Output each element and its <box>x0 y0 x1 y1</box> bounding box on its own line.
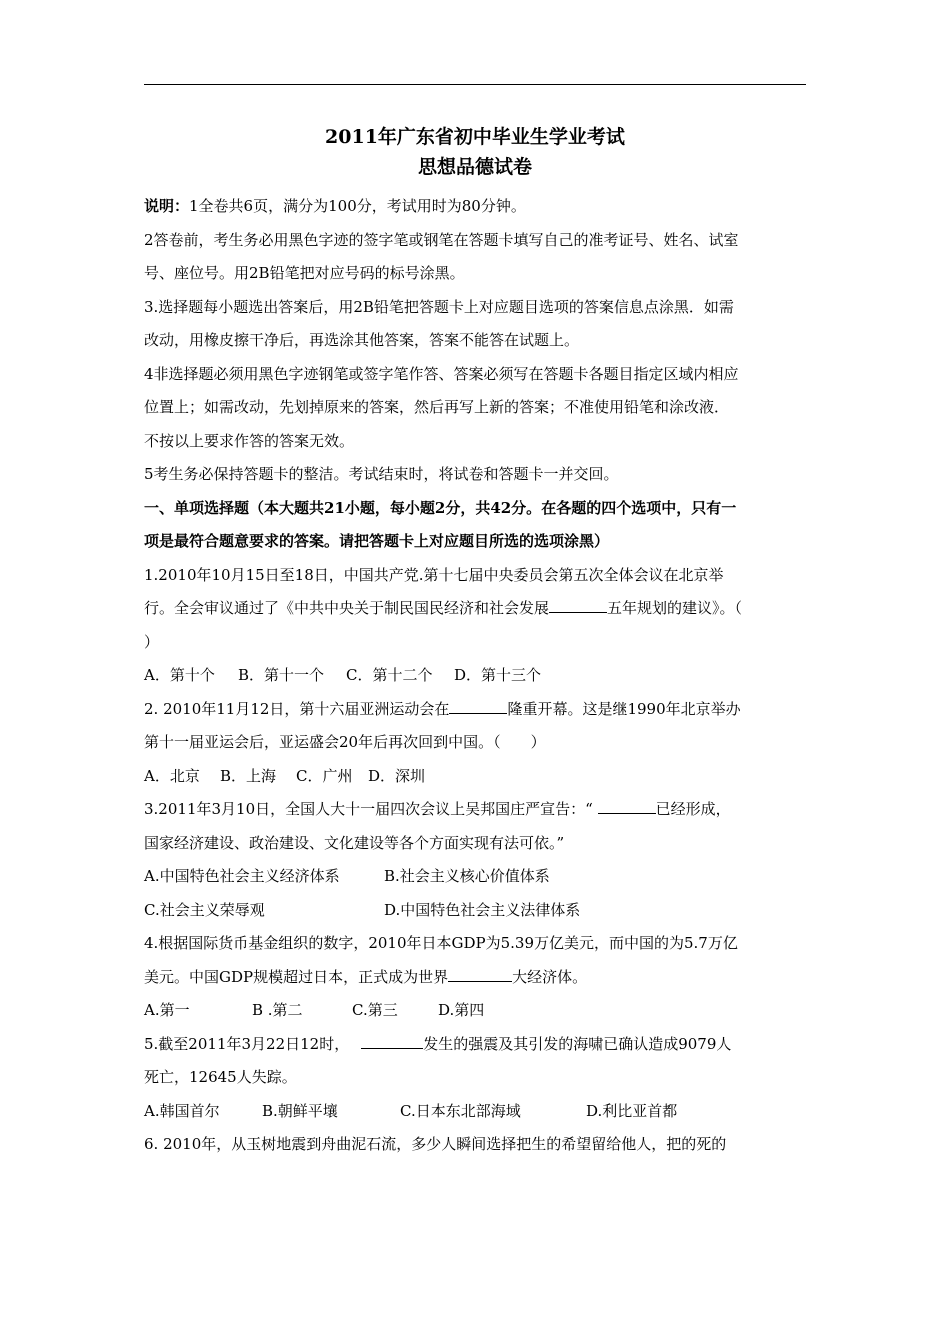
section-heading-line: 一、单项选择题（本大题共21小题，每小题2分，共42分。在各题的四个选项中，只有一 <box>144 498 737 517</box>
question-1 <box>144 559 806 693</box>
option-b: B.朝鲜平壤 <box>262 1101 338 1120</box>
question-text: 6. 2010年，从玉树地震到舟曲泥石流，多少人瞬间选择把生的希望留给他人，把的死的 <box>144 1135 727 1153</box>
question-text: 1.2010年10月15日至18日，中国共产党.第十七届中央委员会第五次全体会议在北京举 <box>144 565 724 584</box>
question-3 <box>144 793 806 927</box>
instruction-line: 位置上；如需改动，先划掉原来的答案，然后再写上新的答案；不准使用铅笔和涂改液． <box>144 398 730 416</box>
answer-blank <box>361 1034 423 1049</box>
option-c: C．第十二个 <box>346 666 433 684</box>
question-options <box>144 1095 806 1129</box>
option-a: A．第十个 <box>144 666 215 684</box>
question-4 <box>144 927 806 1028</box>
question-options <box>144 894 806 928</box>
option-c: C.日本东北部海域 <box>400 1101 521 1120</box>
question-5 <box>144 1028 806 1129</box>
header-rule <box>144 84 806 85</box>
instruction-line: 2答卷前，考生务必用黑色字迹的签字笔或钢笔在答题卡填写自己的准考证号、姓名、试室 <box>144 230 739 249</box>
question-text: 死亡，12645人失踪。 <box>144 1068 297 1086</box>
question-options <box>144 860 806 894</box>
option-b: B．第十一个 <box>238 666 325 684</box>
question-text: ） <box>144 632 160 651</box>
instruction-line: 改动，用橡皮擦干净后，再选涂其他答案，答案不能答在试题上。 <box>144 331 580 349</box>
question-options <box>144 659 806 693</box>
question-2 <box>144 693 806 794</box>
question-text: 2. 2010年11月12日，第十六届亚洲运动会在 隆重开幕。这是继1990年北京举办 <box>144 699 741 718</box>
answer-blank <box>448 967 512 982</box>
page-content <box>144 122 806 1162</box>
instruction-line: 不按以上要求作答的答案无效。 <box>144 431 355 450</box>
answer-blank <box>598 799 656 814</box>
question-text: 3.2011年3月10日，全国人大十一届四次会议上吴邦国庄严宣告：“ 已经形成， <box>144 800 731 818</box>
exam-subtitle: 思想品德试卷 <box>417 156 532 178</box>
option-d: D.中国特色社会主义法律体系 <box>384 900 581 919</box>
instruction-line: 说明：1全卷共6页，满分为100分，考试用时为80分钟。 <box>144 197 526 215</box>
option-c: C.社会主义荣辱观 <box>144 900 265 919</box>
option-a: A.中国特色社会主义经济体系 <box>144 867 340 885</box>
instructions-label: 说明： <box>144 197 190 215</box>
question-text: 行。全会审议通过了《中共中央关于制民国民经济和社会发展 五年规划的建议》。（ <box>144 599 743 617</box>
option-d: D.利比亚首都 <box>586 1101 678 1120</box>
option-b: B．上海 <box>220 766 277 785</box>
exam-title: 2011年广东省初中毕业生学业考试 <box>325 126 625 148</box>
option-d: D.第四 <box>438 1001 485 1019</box>
instruction-line: 3.选择题每小题选出答案后，用2B铅笔把答题卡上对应题目选项的答案信息点涂黑．如需 <box>144 297 734 316</box>
option-c: C．广州 <box>296 766 353 785</box>
question-text: 国家经济建设、政治建设、文化建设等各个方面实现有法可依。” <box>144 833 565 852</box>
option-b: B.社会主义核心价值体系 <box>384 867 550 885</box>
question-6 <box>144 1128 806 1162</box>
instruction-line: 5考生务必保持答题卡的整洁。考试结束时，将试卷和答题卡一并交回。 <box>144 465 619 483</box>
option-a: A.韩国首尔 <box>144 1101 220 1120</box>
question-text: 第十一届亚运会后，亚运盛会20年后再次回到中国。（ ） <box>144 733 546 751</box>
question-options <box>144 760 806 794</box>
option-b: B .第二 <box>252 1001 303 1019</box>
question-text: 美元。中国GDP规模超过日本，正式成为世界 大经济体。 <box>144 967 588 986</box>
section-heading <box>144 492 806 559</box>
answer-blank <box>449 699 507 714</box>
question-text: 4.根据国际货币基金组织的数字，2010年日本GDP为5.39万亿美元，而中国的为5.7万亿 <box>144 934 738 952</box>
instruction-line: 4非选择题必须用黑色字迹钢笔或签字笔作答、答案必须写在答题卡各题目指定区域内相应 <box>144 364 739 383</box>
instruction-line: 号、座位号。用2B铅笔把对应号码的标号涂黑。 <box>144 264 465 282</box>
question-text: 5.截至2011年3月22日12时， 发生的强震及其引发的海啸已确认造成9079人 <box>144 1034 732 1053</box>
option-a: A．北京 <box>144 766 200 785</box>
option-c: C.第三 <box>352 1001 398 1019</box>
option-d: D．深圳 <box>368 766 426 785</box>
option-d: D．第十三个 <box>454 666 542 684</box>
instructions <box>144 190 806 492</box>
answer-blank <box>549 598 607 613</box>
section-heading-line: 项是最符合题意要求的答案。请把答题卡上对应题目所选的选项涂黑） <box>144 532 610 550</box>
question-options <box>144 994 806 1028</box>
option-a: A.第一 <box>144 1001 190 1019</box>
